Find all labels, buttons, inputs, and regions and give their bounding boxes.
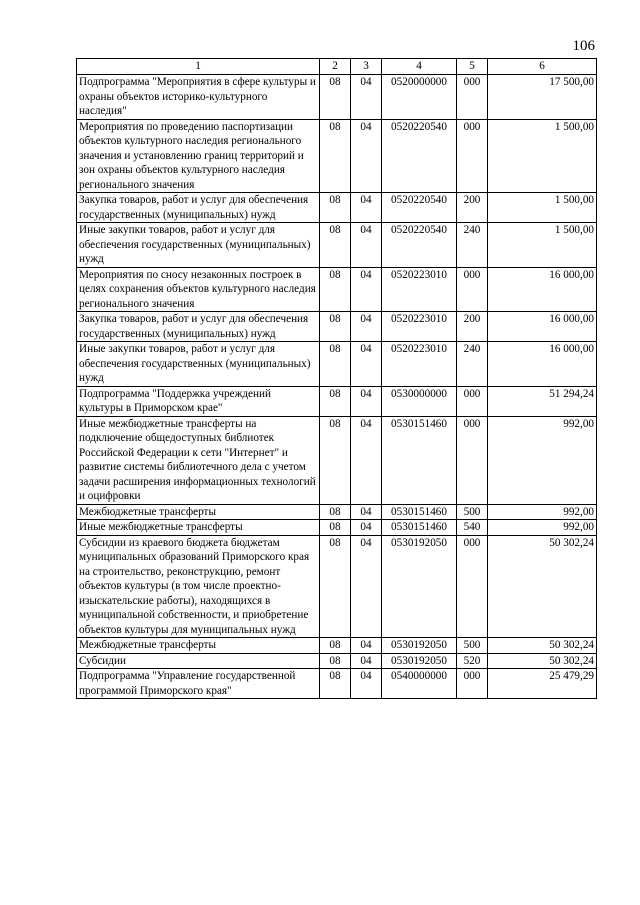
row-section-cell: 08 [320,520,351,536]
row-type-cell: 000 [457,386,488,416]
row-type-cell: 540 [457,520,488,536]
row-type-cell: 520 [457,653,488,669]
page-number: 106 [572,38,595,54]
row-section-cell: 08 [320,312,351,342]
row-name-cell: Иные межбюджетные трансферты [77,520,320,536]
row-target-cell: 0520220540 [382,119,457,193]
row-type-cell: 000 [457,267,488,312]
header-cell-target: 4 [382,59,457,75]
row-target-cell: 0520000000 [382,75,457,120]
row-subsection-cell: 04 [351,342,382,387]
row-target-cell: 0520223010 [382,267,457,312]
table-row [77,75,597,120]
row-type-cell: 200 [457,193,488,223]
row-name-cell: Иные межбюджетные трансферты на подключение общедоступных библиотек Российской Федерации к сети "Интернет" и развитие системы библиотечного дела с учетом задачи расширения информационных технологий и оцифровки [77,416,320,504]
row-section-cell: 08 [320,342,351,387]
row-name-cell: Мероприятия по проведению паспортизации объектов культурного наследия регионального значения и установлению границ территорий и зон охраны объектов культурного наследия регионального значения [77,119,320,193]
row-amount-cell: 16 000,00 [488,267,597,312]
row-type-cell: 240 [457,223,488,268]
row-subsection-cell: 04 [351,416,382,504]
table-row [77,653,597,669]
row-target-cell: 0520220540 [382,223,457,268]
row-amount-cell: 1 500,00 [488,119,597,193]
row-target-cell: 0530192050 [382,653,457,669]
row-section-cell: 08 [320,669,351,699]
row-type-cell: 000 [457,535,488,638]
row-subsection-cell: 04 [351,638,382,654]
table-row [77,342,597,387]
row-subsection-cell: 04 [351,75,382,120]
table-row [77,638,597,654]
row-type-cell: 000 [457,416,488,504]
row-target-cell: 0530000000 [382,386,457,416]
row-type-cell: 000 [457,119,488,193]
row-subsection-cell: 04 [351,504,382,520]
row-type-cell: 200 [457,312,488,342]
row-amount-cell: 16 000,00 [488,342,597,387]
row-section-cell: 08 [320,267,351,312]
table-row [77,504,597,520]
row-name-cell: Межбюджетные трансферты [77,638,320,654]
row-type-cell: 500 [457,638,488,654]
header-cell-type: 5 [457,59,488,75]
row-subsection-cell: 04 [351,193,382,223]
row-target-cell: 0530192050 [382,535,457,638]
table-row [77,119,597,193]
row-amount-cell: 16 000,00 [488,312,597,342]
header-cell-amount: 6 [488,59,597,75]
row-type-cell: 240 [457,342,488,387]
row-amount-cell: 50 302,24 [488,535,597,638]
row-name-cell: Иные закупки товаров, работ и услуг для обеспечения государственных (муниципальных) нужд [77,223,320,268]
row-target-cell: 0530151460 [382,504,457,520]
row-name-cell: Закупка товаров, работ и услуг для обеспечения государственных (муниципальных) нужд [77,193,320,223]
row-section-cell: 08 [320,119,351,193]
table-row [77,223,597,268]
row-target-cell: 0540000000 [382,669,457,699]
row-section-cell: 08 [320,638,351,654]
row-subsection-cell: 04 [351,386,382,416]
row-amount-cell: 992,00 [488,416,597,504]
row-name-cell: Мероприятия по сносу незаконных построек в целях сохранения объектов культурного наследия регионального значения [77,267,320,312]
row-type-cell: 000 [457,75,488,120]
row-section-cell: 08 [320,75,351,120]
table-row [77,312,597,342]
header-cell-subsection: 3 [351,59,382,75]
table-row [77,267,597,312]
row-target-cell: 0520223010 [382,342,457,387]
row-name-cell: Подпрограмма "Управление государственной программой Приморского края" [77,669,320,699]
row-amount-cell: 17 500,00 [488,75,597,120]
row-name-cell: Подпрограмма "Поддержка учреждений культуры в Приморском крае" [77,386,320,416]
row-amount-cell: 50 302,24 [488,638,597,654]
row-section-cell: 08 [320,535,351,638]
row-target-cell: 0520223010 [382,312,457,342]
row-amount-cell: 992,00 [488,520,597,536]
row-target-cell: 0520220540 [382,193,457,223]
row-name-cell: Иные закупки товаров, работ и услуг для обеспечения государственных (муниципальных) нужд [77,342,320,387]
row-section-cell: 08 [320,223,351,268]
row-name-cell: Межбюджетные трансферты [77,504,320,520]
header-cell-section: 2 [320,59,351,75]
table-row [77,520,597,536]
row-name-cell: Субсидии из краевого бюджета бюджетам муниципальных образований Приморского края на строительство, реконструкцию, ремонт объектов культуры (в том числе проектно-изыскательские работы), находящихся в муниципальной собственности, и приобретение объектов культуры для муниципальных нужд [77,535,320,638]
row-target-cell: 0530151460 [382,520,457,536]
table-row [77,193,597,223]
row-name-cell: Субсидии [77,653,320,669]
row-section-cell: 08 [320,653,351,669]
row-target-cell: 0530192050 [382,638,457,654]
row-section-cell: 08 [320,193,351,223]
row-subsection-cell: 04 [351,223,382,268]
row-subsection-cell: 04 [351,267,382,312]
table-row [77,386,597,416]
row-section-cell: 08 [320,386,351,416]
row-amount-cell: 25 479,29 [488,669,597,699]
row-subsection-cell: 04 [351,312,382,342]
table-row [77,535,597,638]
row-amount-cell: 51 294,24 [488,386,597,416]
row-section-cell: 08 [320,416,351,504]
table-row [77,669,597,699]
row-name-cell: Подпрограмма "Мероприятия в сфере культуры и охраны объектов историко-культурного наследия" [77,75,320,120]
row-subsection-cell: 04 [351,535,382,638]
row-target-cell: 0530151460 [382,416,457,504]
row-subsection-cell: 04 [351,119,382,193]
row-type-cell: 500 [457,504,488,520]
row-name-cell: Закупка товаров, работ и услуг для обеспечения государственных (муниципальных) нужд [77,312,320,342]
row-subsection-cell: 04 [351,520,382,536]
header-row [77,59,597,75]
budget-table [76,58,597,699]
row-amount-cell: 992,00 [488,504,597,520]
row-type-cell: 000 [457,669,488,699]
row-subsection-cell: 04 [351,669,382,699]
table-row [77,416,597,504]
row-subsection-cell: 04 [351,653,382,669]
header-cell-name: 1 [77,59,320,75]
row-amount-cell: 50 302,24 [488,653,597,669]
row-amount-cell: 1 500,00 [488,223,597,268]
row-section-cell: 08 [320,504,351,520]
row-amount-cell: 1 500,00 [488,193,597,223]
